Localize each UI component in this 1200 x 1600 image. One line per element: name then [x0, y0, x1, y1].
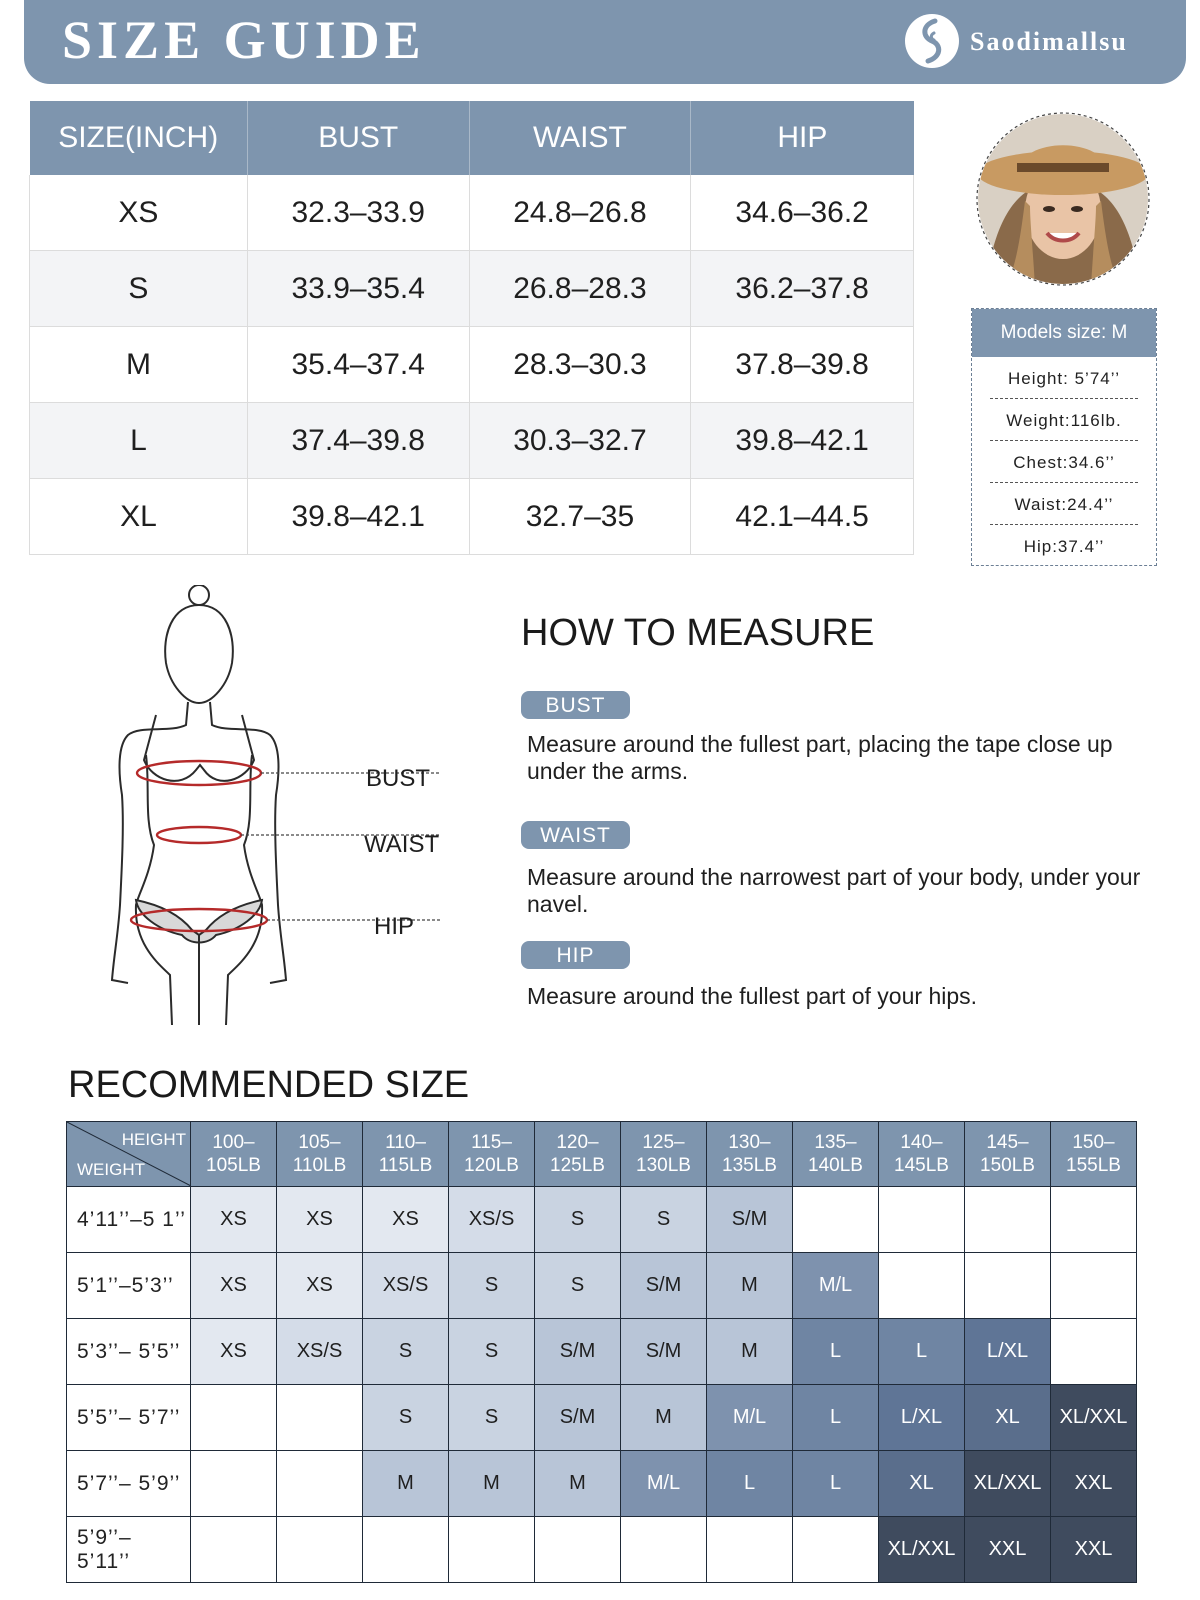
- weight-col-header: [621, 1122, 707, 1187]
- size-recommendation-cell: S: [449, 1319, 535, 1385]
- model-photo: [975, 111, 1151, 287]
- size-cell: 37.4–39.8: [247, 403, 469, 479]
- weight-range-start: 140–: [900, 1132, 943, 1153]
- size-recommendation-cell: [707, 1517, 793, 1583]
- size-recommendation-cell: XL/XXL: [1051, 1385, 1137, 1451]
- size-recommendation-cell: M/L: [793, 1253, 879, 1319]
- size-recommendation-cell: [1051, 1319, 1137, 1385]
- weight-range-end: 105LB: [206, 1155, 261, 1176]
- measure-pill-bust: BUST: [521, 691, 630, 719]
- measure-desc-bust: Measure around the fullest part, placing the tape close up under the arms.: [527, 731, 1113, 784]
- size-recommendation-cell: XL/XXL: [879, 1517, 965, 1583]
- size-recommendation-cell: XS: [277, 1253, 363, 1319]
- measure-desc-waist: Measure around the narrowest part of your body, under your navel.: [527, 864, 1141, 917]
- size-col-header: HIP: [691, 101, 914, 175]
- size-recommendation-cell: L: [879, 1319, 965, 1385]
- weight-range-end: 155LB: [1066, 1155, 1121, 1176]
- height-row-label: 4’11’’–5 1’’: [67, 1187, 191, 1253]
- weight-range-end: 145LB: [894, 1155, 949, 1176]
- size-recommendation-cell: [879, 1253, 965, 1319]
- size-recommendation-cell: S/M: [621, 1253, 707, 1319]
- weight-range-end: 140LB: [808, 1155, 863, 1176]
- size-recommendation-cell: S/M: [535, 1385, 621, 1451]
- size-recommendation-cell: [965, 1187, 1051, 1253]
- size-recommendation-cell: L/XL: [965, 1319, 1051, 1385]
- size-row: [30, 327, 914, 403]
- size-recommendation-cell: [277, 1385, 363, 1451]
- weight-range-end: 120LB: [464, 1155, 519, 1176]
- weight-range-end: 130LB: [636, 1155, 691, 1176]
- size-recommendation-cell: S/M: [707, 1187, 793, 1253]
- size-recommendation-cell: [621, 1517, 707, 1583]
- size-recommendation-cell: M/L: [621, 1451, 707, 1517]
- weight-range-end: 115LB: [378, 1155, 433, 1176]
- weight-range-start: 130–: [728, 1132, 771, 1153]
- height-row: [67, 1187, 1137, 1253]
- figure-label-bust: BUST: [366, 765, 431, 792]
- weight-col-header: [965, 1122, 1051, 1187]
- body-outline-illustration: [100, 585, 460, 1025]
- size-row: [30, 175, 914, 251]
- size-col-header: BUST: [247, 101, 469, 175]
- size-recommendation-cell: [1051, 1253, 1137, 1319]
- size-recommendation-cell: XXL: [1051, 1451, 1137, 1517]
- weight-range-end: 110LB: [292, 1155, 347, 1176]
- size-recommendation-cell: S: [449, 1385, 535, 1451]
- measure-pill-waist: WAIST: [521, 821, 630, 849]
- size-cell: 24.8–26.8: [469, 175, 691, 251]
- size-row: [30, 403, 914, 479]
- table-corner-header: [67, 1122, 191, 1187]
- weight-col-header: [535, 1122, 621, 1187]
- weight-col-header: [363, 1122, 449, 1187]
- size-recommendation-cell: XS/S: [363, 1253, 449, 1319]
- size-recommendation-cell: S: [621, 1187, 707, 1253]
- weight-range-start: 100–: [212, 1132, 255, 1153]
- size-cell: 39.8–42.1: [247, 479, 469, 555]
- size-recommendation-cell: L: [793, 1385, 879, 1451]
- size-recommendation-cell: XL: [965, 1385, 1051, 1451]
- size-recommendation-cell: M: [621, 1385, 707, 1451]
- size-recommendation-cell: L: [793, 1451, 879, 1517]
- size-recommendation-cell: XS: [191, 1253, 277, 1319]
- size-recommendation-cell: XL/XXL: [965, 1451, 1051, 1517]
- size-recommendation-cell: XS/S: [449, 1187, 535, 1253]
- size-recommendation-cell: S: [535, 1187, 621, 1253]
- swirl-logo-icon: [904, 13, 960, 69]
- weight-col-header: [879, 1122, 965, 1187]
- size-recommendation-cell: XS: [191, 1319, 277, 1385]
- recommended-size-title: RECOMMENDED SIZE: [68, 1064, 470, 1106]
- size-recommendation-cell: XL: [879, 1451, 965, 1517]
- size-recommendation-cell: S: [363, 1319, 449, 1385]
- size-recommendation-cell: S/M: [535, 1319, 621, 1385]
- height-row: [67, 1319, 1137, 1385]
- size-cell: 35.4–37.4: [247, 327, 469, 403]
- size-cell: 30.3–32.7: [469, 403, 691, 479]
- recommended-size-table: [66, 1121, 1137, 1583]
- height-row-label: 5’9’’– 5’11’’: [67, 1517, 191, 1583]
- header-banner: [24, 0, 1186, 84]
- size-recommendation-cell: [449, 1517, 535, 1583]
- size-recommendation-cell: S: [363, 1385, 449, 1451]
- height-row: [67, 1253, 1137, 1319]
- weight-range-start: 110–: [385, 1132, 426, 1153]
- weight-range-end: 135LB: [722, 1155, 777, 1176]
- weight-range-start: 105–: [298, 1132, 341, 1153]
- size-recommendation-cell: S: [535, 1253, 621, 1319]
- size-recommendation-cell: M/L: [707, 1385, 793, 1451]
- size-cell: XS: [30, 175, 248, 251]
- model-size-title: Models size: M: [972, 309, 1156, 357]
- size-recommendation-cell: L: [793, 1319, 879, 1385]
- model-stat: Chest:34.6’’: [990, 441, 1138, 483]
- size-recommendation-cell: L: [707, 1451, 793, 1517]
- size-col-header: WAIST: [469, 101, 691, 175]
- measure-desc-hip: Measure around the fullest part of your hips.: [527, 983, 978, 1009]
- model-stat: Waist:24.4’’: [990, 483, 1138, 525]
- size-recommendation-cell: L/XL: [879, 1385, 965, 1451]
- weight-range-start: 135–: [814, 1132, 857, 1153]
- size-recommendation-cell: [965, 1253, 1051, 1319]
- model-stat: Height: 5’74’’: [990, 357, 1138, 399]
- size-recommendation-cell: XS: [191, 1187, 277, 1253]
- weight-col-header: [1051, 1122, 1137, 1187]
- size-row: [30, 479, 914, 555]
- size-chart-table: [29, 101, 914, 555]
- size-recommendation-cell: [535, 1517, 621, 1583]
- size-cell: 42.1–44.5: [691, 479, 914, 555]
- size-recommendation-cell: [277, 1451, 363, 1517]
- size-cell: 36.2–37.8: [691, 251, 914, 327]
- weight-range-start: 120–: [556, 1132, 599, 1153]
- size-recommendation-cell: [191, 1385, 277, 1451]
- page-title: SIZE GUIDE: [62, 10, 426, 70]
- size-recommendation-cell: M: [707, 1319, 793, 1385]
- size-cell: 32.3–33.9: [247, 175, 469, 251]
- size-cell: M: [30, 327, 248, 403]
- size-cell: 32.7–35: [469, 479, 691, 555]
- height-row-label: 5’3’’– 5’5’’: [67, 1319, 191, 1385]
- size-recommendation-cell: S: [449, 1253, 535, 1319]
- weight-col-header: [277, 1122, 363, 1187]
- size-recommendation-cell: M: [449, 1451, 535, 1517]
- size-recommendation-cell: [793, 1517, 879, 1583]
- height-row: [67, 1451, 1137, 1517]
- corner-weight-label: WEIGHT: [77, 1160, 145, 1179]
- brand-name: Saodimallsu: [970, 27, 1128, 56]
- model-size-box: [971, 308, 1157, 566]
- weight-col-header: [707, 1122, 793, 1187]
- measure-pill-hip: HIP: [521, 941, 630, 969]
- size-recommendation-cell: M: [535, 1451, 621, 1517]
- how-to-measure-title: HOW TO MEASURE: [521, 612, 875, 654]
- size-cell: 28.3–30.3: [469, 327, 691, 403]
- size-recommendation-cell: M: [363, 1451, 449, 1517]
- height-row-label: 5’5’’– 5’7’’: [67, 1385, 191, 1451]
- size-header-row: [30, 101, 914, 175]
- size-cell: 37.8–39.8: [691, 327, 914, 403]
- weight-range-end: 125LB: [550, 1155, 605, 1176]
- size-recommendation-cell: [879, 1187, 965, 1253]
- height-row: [67, 1517, 1137, 1583]
- size-recommendation-cell: XS: [277, 1187, 363, 1253]
- model-stat: Hip:37.4’’: [1023, 537, 1105, 556]
- weight-col-header: [191, 1122, 277, 1187]
- size-recommendation-cell: XS: [363, 1187, 449, 1253]
- weight-range-start: 145–: [986, 1132, 1029, 1153]
- size-cell: 26.8–28.3: [469, 251, 691, 327]
- size-recommendation-cell: XXL: [1051, 1517, 1137, 1583]
- weight-range-start: 125–: [642, 1132, 685, 1153]
- size-cell: XL: [30, 479, 248, 555]
- corner-height-label: HEIGHT: [121, 1130, 186, 1149]
- size-recommendation-cell: [191, 1451, 277, 1517]
- height-row: [67, 1385, 1137, 1451]
- size-recommendation-cell: [277, 1517, 363, 1583]
- weight-col-header: [793, 1122, 879, 1187]
- size-cell: 34.6–36.2: [691, 175, 914, 251]
- size-recommendation-cell: XXL: [965, 1517, 1051, 1583]
- size-cell: 39.8–42.1: [691, 403, 914, 479]
- weight-range-start: 150–: [1072, 1132, 1115, 1153]
- weight-range-start: 115–: [471, 1132, 512, 1153]
- size-recommendation-cell: M: [707, 1253, 793, 1319]
- figure-label-waist: WAIST: [364, 831, 440, 858]
- size-recommendation-cell: S/M: [621, 1319, 707, 1385]
- weight-col-header: [449, 1122, 535, 1187]
- size-recommendation-cell: XS/S: [277, 1319, 363, 1385]
- figure-label-hip: HIP: [374, 913, 415, 940]
- height-row-label: 5’1’’–5’3’’: [67, 1253, 191, 1319]
- size-recommendation-cell: [191, 1517, 277, 1583]
- size-row: [30, 251, 914, 327]
- body-measure-figure: [100, 585, 460, 1025]
- size-cell: L: [30, 403, 248, 479]
- size-recommendation-cell: [1051, 1187, 1137, 1253]
- size-cell: 33.9–35.4: [247, 251, 469, 327]
- weight-range-end: 150LB: [980, 1155, 1035, 1176]
- size-recommendation-cell: [363, 1517, 449, 1583]
- model-stat: Weight:116lb.: [990, 399, 1138, 441]
- size-recommendation-cell: [793, 1187, 879, 1253]
- height-row-label: 5’7’’– 5’9’’: [67, 1451, 191, 1517]
- size-cell: S: [30, 251, 248, 327]
- size-col-header: SIZE(INCH): [30, 101, 248, 175]
